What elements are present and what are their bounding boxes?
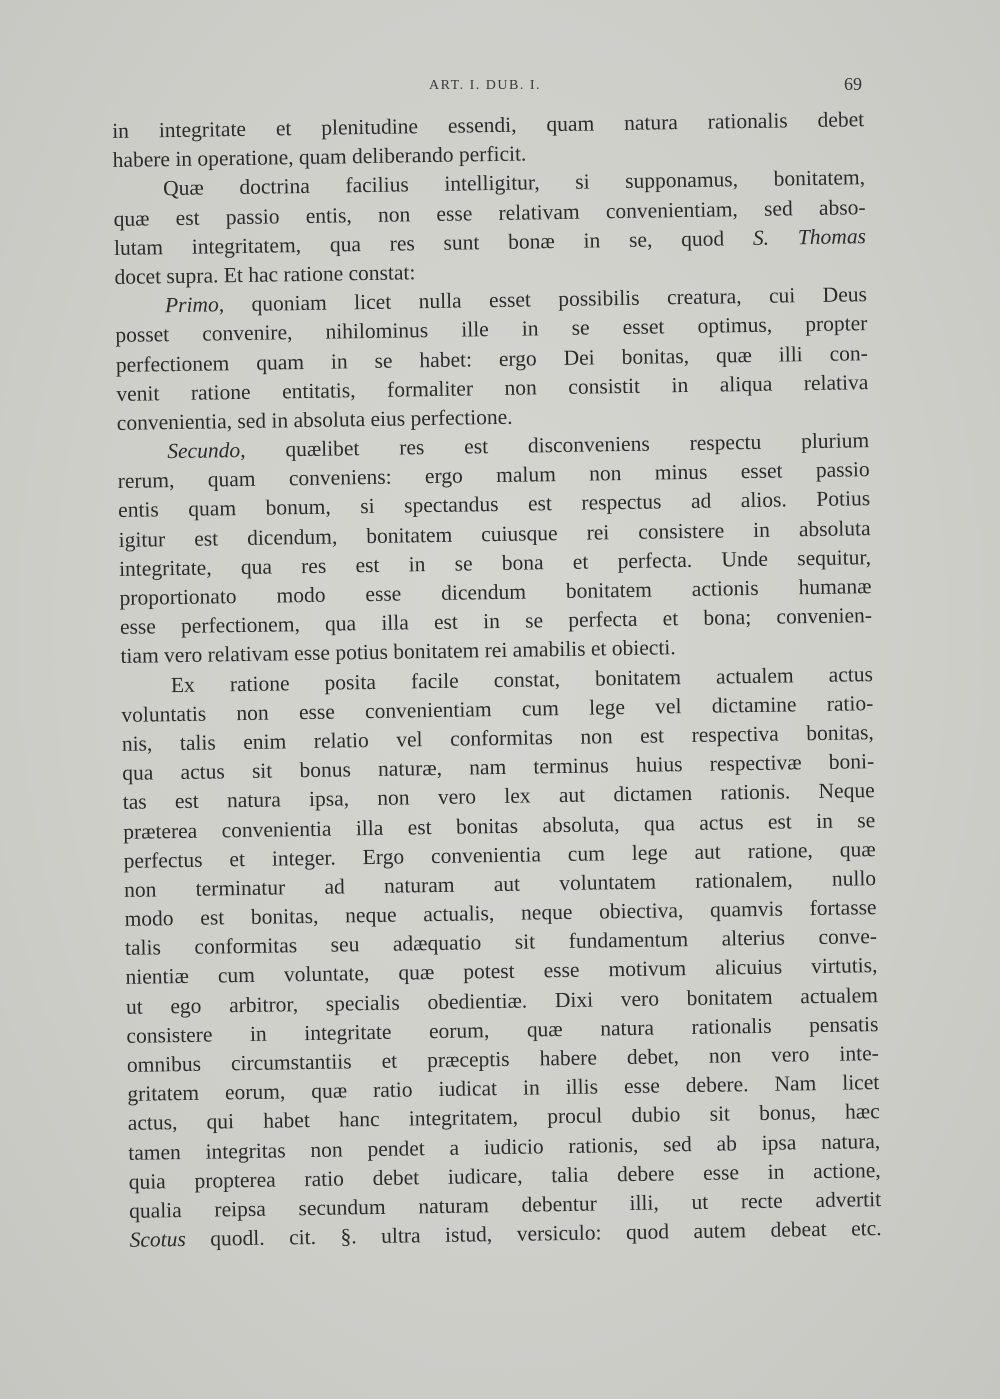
line-text: habere in operatione, quam deliberando perficit. xyxy=(112,141,527,173)
line-text: talis conformitas seu adæquatio sit fundamentum alterius conve- xyxy=(124,924,878,961)
line-text: rerum, quam conveniens: ergo malum non minus esset passio xyxy=(117,457,870,494)
line-text: tiam vero relativam esse potius bonitatem rei amabilis et obiecti. xyxy=(120,635,676,669)
line-text: gritatem eorum, quæ ratio iudicat in illis esse debere. Nam licet xyxy=(127,1070,880,1107)
line-text: igitur est dicendum, bonitatem cuiusque rei consistere in absoluta xyxy=(118,515,871,552)
line-text: non terminatur ad naturam aut voluntatem rationalem, nullo xyxy=(123,865,877,902)
line-text: consistere in integritate eorum, quæ natura rationalis pensatis xyxy=(126,1011,879,1048)
italic-term: Secundo, xyxy=(167,438,246,464)
line-text: perfectionem quam in se habet: ergo Dei bonitas, quæ illi con- xyxy=(115,340,868,377)
line-text: tas est natura ipsa, non vero lex aut dictamen rationis. Neque xyxy=(122,778,875,815)
running-head xyxy=(0,74,1000,98)
line-text: qua actus sit bonus naturæ, nam terminus huius respectivæ boni- xyxy=(122,749,875,786)
line-text: proportionato modo esse dicendum bonitatem actionis humanæ xyxy=(119,574,872,610)
line-text: in integritate et plenitudine essendi, quam natura rationalis debet xyxy=(112,107,865,143)
line-text: Quæ doctrina facilius intelligitur, si supponamus, bonitatem, xyxy=(162,165,866,201)
page-number: 69 xyxy=(844,74,862,94)
body-text xyxy=(112,105,882,1255)
line-text: esse perfectionem, qua illa est in se perfecta et bona; convenien- xyxy=(119,603,873,640)
line-text: entis quam bonum, si spectandus est respectus ad alios. Potius xyxy=(117,486,871,523)
line-text: modo est bonitas, neque actualis, neque obiectiva, quamvis fortasse xyxy=(124,895,877,931)
italic-term: Primo, xyxy=(164,292,225,318)
line-text: ut ego arbitror, specialis obedientiæ. Dixi vero bonitatem actualem xyxy=(125,982,879,1019)
italic-term: Scotus xyxy=(129,1227,186,1252)
line-text: lutam integritatem, qua res sunt bonæ in se, quod xyxy=(113,225,754,260)
line-text: posset convenire, nihilominus ille in se esset optimus, propter xyxy=(115,311,868,348)
line-text: omnibus circumstantiis et præceptis habere debet, non vero inte- xyxy=(126,1041,879,1077)
line-text: quia propterea ratio debet iudicare, talia debere esse in actione, xyxy=(128,1157,881,1194)
line-text: nis, talis enim relatio vel conformitas non est respectiva bonitas, xyxy=(121,720,874,756)
line-text: actus, qui habet hanc integritatem, procul dubio sit bonus, hæc xyxy=(127,1099,880,1136)
line-text: integritate, qua res est in se bona et perfecta. Unde sequitur, xyxy=(118,544,872,581)
line-text: qualia reipsa secundum naturam debentur illi, ut recte advertit xyxy=(128,1186,882,1223)
running-title: ART. I. DUB. I. xyxy=(428,78,541,93)
line-text: venit ratione entitatis, formaliter non consistit in aliqua relativa xyxy=(116,369,869,406)
italic-term: S. Thomas xyxy=(752,223,867,250)
line-text: quæ est passio entis, non esse relativam convenientiam, sed abso- xyxy=(113,194,866,231)
line-text: nientiæ cum voluntate, quæ potest esse motivum alicuius virtutis, xyxy=(125,953,878,990)
line-text: convenientia, sed in absoluta eius perfectione. xyxy=(116,404,513,435)
line-text: tamen integritas non pendet a iudicio rationis, sed ab ipsa natura, xyxy=(128,1128,881,1165)
line-text: præterea convenientia illa est bonitas absoluta, qua actus est in se xyxy=(123,807,876,844)
line-text: Ex ratione posita facile constat, bonitatem actualem actus xyxy=(170,661,874,697)
line-text: quælibet res est disconveniens respectu plurium xyxy=(245,428,870,463)
line-text: docet supra. Et hac ratione constat: xyxy=(114,260,416,289)
line-text: quoniam licet nulla esset possibilis creatura, cui Deus xyxy=(223,282,868,317)
line-text: voluntatis non esse convenientiam cum lege vel dictamine ratio- xyxy=(121,690,874,727)
line-text: perfectus et integer. Ergo convenientia cum lege aut ratione, quæ xyxy=(123,836,876,873)
line-text: quodl. cit. §. ultra istud, versiculo: quod autem debeat etc. xyxy=(185,1216,882,1252)
